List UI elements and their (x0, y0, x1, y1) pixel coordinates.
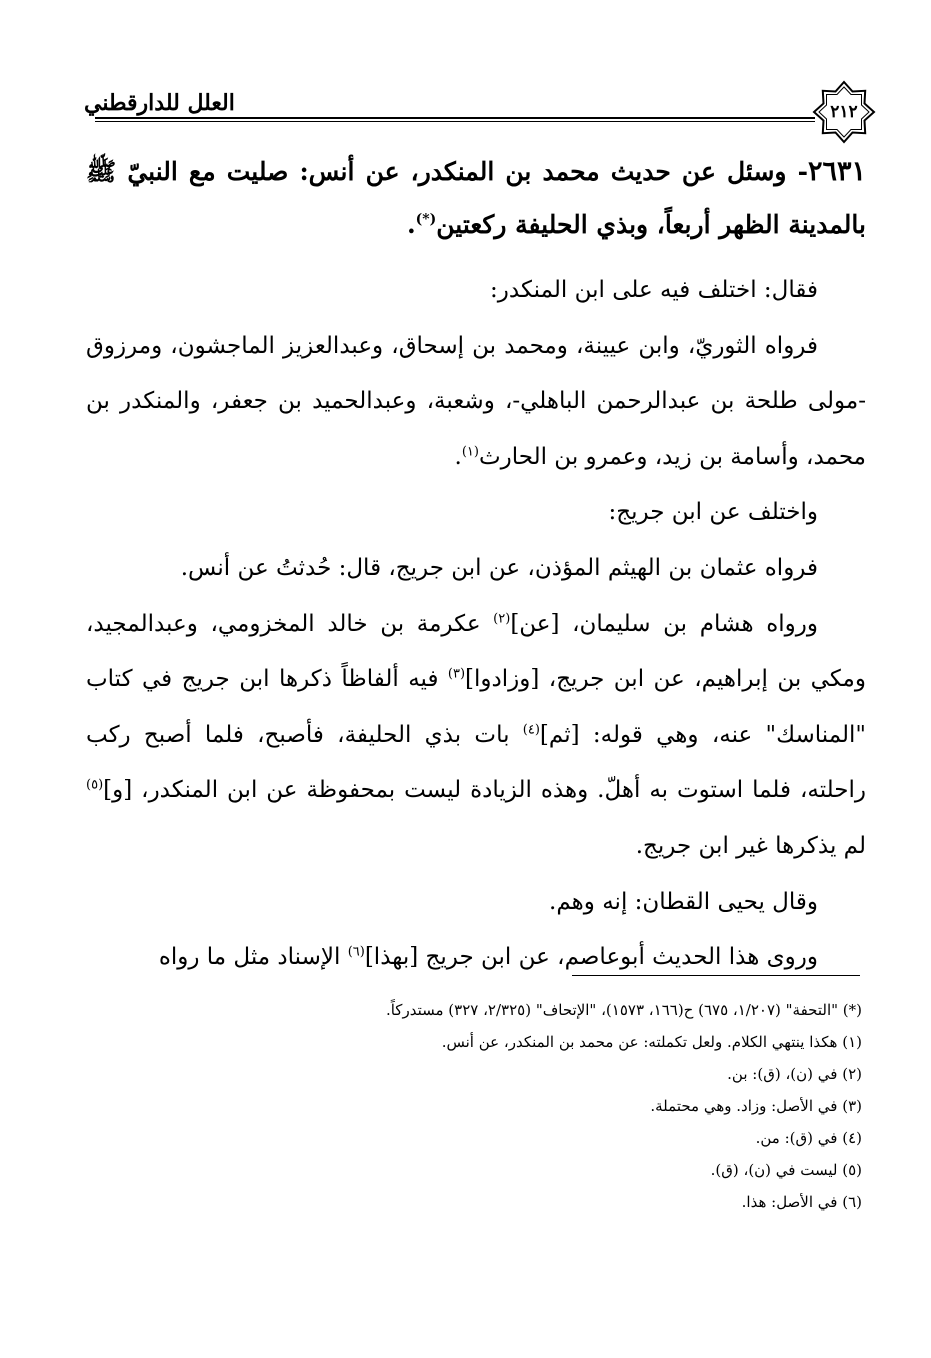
page-number: ٢١٢ (830, 102, 858, 122)
hadith-text: - وسئل عن حديث محمد بن المنكدر، عن أنس: صليت مع النبيّ ﷺ بالمدينة الظهر أربعاً، وبذي الحليفة ركعتين (86, 157, 866, 239)
footnote-5: (٥) ليست في (ن)، (ق). (710, 1161, 862, 1179)
footnote-4: (٤) في (ق): من. (755, 1129, 862, 1147)
paragraph-5: ورواه هشام بن سليمان، [عن]$^{(٢)}$ عكرمة بن خالد المخزومي، وعبدالمجيد، ومكي بن إبراهيم، عن ابن جريج، [وزادوا]$^{(٣)}$ فيه ألفاظاً ذكرها ابن جريج في كتاب "المناسك" عنه، وهي قوله: [ثم]$^{(٤)}$ بات بذي الحليفة، فأصبح، فلما أصبح ركب راحلته، فلما استوت به أهلّ. وهذه الزيادة ليست بمحفوظة عن ابن المنكدر، [و]$^{(٥)}$ لم يذكرها غير ابن جريج. (86, 610, 866, 859)
footnote-1: (١) هكذا ينتهي الكلام. ولعل تكملته: عن محمد بن المنكدر، عن أنس. (441, 1033, 862, 1051)
hadith-heading: ٢٦٣١- وسئل عن حديث محمد بن المنكدر، عن أنس: صليت مع النبيّ ﷺ بالمدينة الظهر أربعاً، وبذي الحليفة ركعتين(*). (86, 156, 866, 239)
header-rule (95, 117, 815, 119)
footnote-ref-star: (*) (415, 211, 437, 228)
footnote-ref-6: (٦) (347, 944, 365, 960)
paragraph-6: وقال يحيى القطان: إنه وهم. (549, 888, 818, 915)
footnote-6: (٦) في الأصل: هذا. (741, 1193, 862, 1211)
footnote-ref-5: (٥) (86, 777, 104, 793)
paragraph-7: وروى هذا الحديث أبوعاصم، عن ابن جريج [بهذا]$^{(٦)}$ الإسناد مثل ما رواه (158, 944, 818, 971)
running-header-title: العلل للدارقطني (84, 90, 235, 116)
footnote-2: (٢) في (ن)، (ق): بن. (727, 1065, 862, 1083)
footnote-3: (٣) في الأصل: وزاد. وهي محتملة. (650, 1097, 862, 1115)
paragraph-3: واختلف عن ابن جريج: (608, 499, 818, 526)
paragraph-1: فقال: اختلف فيه على ابن المنكدر: (490, 277, 818, 303)
main-text (86, 145, 866, 986)
footnote-ref-3: (٣) (447, 666, 466, 682)
footnote-separator (572, 975, 860, 976)
footnote-star: (*) "التحفة" (١/٢٠٧، ٦٧٥) ح(١٦٦، ١٥٧٣)، "الإتحاف" (٢/٣٢٥، ٣٢٧) مستدركاً. (385, 1001, 862, 1019)
paragraph-4: فرواه عثمان بن الهيثم المؤذن، عن ابن جريج، قال: حُدثتُ عن أنس. (180, 554, 818, 581)
footnote-ref-4: (٤) (522, 722, 540, 738)
header-rule-thin (95, 121, 815, 122)
footnote-ref-1: (١) (461, 444, 479, 460)
paragraph-2: فرواه الثوريّ، وابن عيينة، ومحمد بن إسحاق، وعبدالعزيز الماجشون، ومرزوق -مولى طلحة بن عبدالرحمن الباهلي-، وشعبة، وعبدالحميد بن جعفر، والمنكدر بن محمد، وأسامة بن زيد، وعمرو بن الحارث$^{(١)}$. (86, 332, 866, 470)
footnote-ref-2: (٢) (493, 610, 511, 626)
hadith-number: ٢٦٣١ (807, 156, 866, 187)
footnotes (120, 994, 862, 1218)
